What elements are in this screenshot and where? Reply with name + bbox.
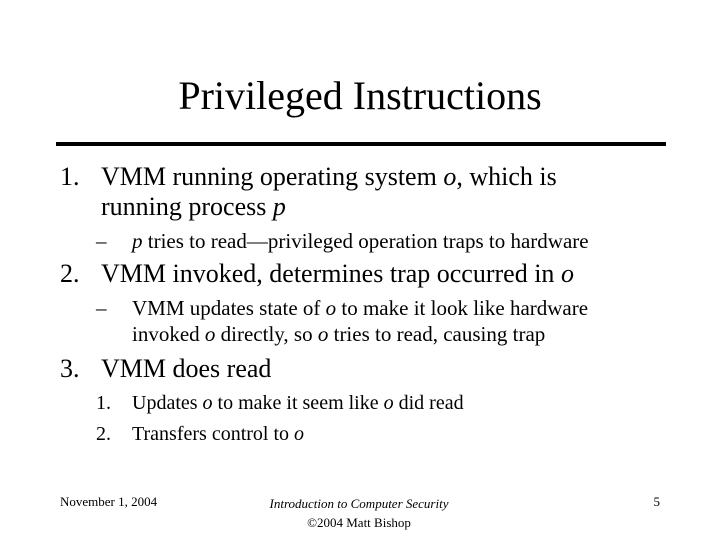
item-3-sub-2-number: 2. bbox=[96, 423, 111, 445]
footer-copyright: ©2004 Matt Bishop bbox=[307, 515, 411, 530]
item-1-line-2: running process p bbox=[101, 192, 286, 221]
footer-course: Introduction to Computer Security bbox=[269, 496, 449, 511]
footer-date: November 1, 2004 bbox=[60, 494, 158, 509]
item-3-sub-2-text: Transfers control to o bbox=[132, 423, 305, 445]
item-3-number: 3. bbox=[60, 354, 80, 383]
slide-title: Privileged Instructions bbox=[178, 73, 542, 118]
item-3-sub-1-number: 1. bbox=[96, 392, 111, 414]
item-2-sub-line-2: invoked o directly, so o tries to read, causing trap bbox=[132, 322, 546, 346]
item-2-line-1: VMM invoked, determines trap occurred in o bbox=[101, 259, 574, 288]
title-rule bbox=[56, 142, 666, 146]
item-1-sub-dash: – bbox=[96, 229, 107, 253]
footer-course-info bbox=[258, 494, 460, 532]
item-1-line-1: VMM running operating system o, which is bbox=[101, 162, 557, 191]
item-2-sub-line-1: VMM updates state of o to make it look like hardware bbox=[132, 296, 589, 320]
item-1-number: 1. bbox=[60, 162, 80, 191]
item-3-sub-1-text: Updates o to make it seem like o did read bbox=[132, 392, 464, 414]
item-3-line-1: VMM does read bbox=[101, 354, 272, 383]
item-1-sub-text: p tries to read—privileged operation traps to hardware bbox=[132, 229, 589, 253]
item-2-number: 2. bbox=[60, 259, 80, 288]
page-number: 5 bbox=[653, 494, 660, 509]
item-2-sub-dash: – bbox=[96, 296, 107, 320]
